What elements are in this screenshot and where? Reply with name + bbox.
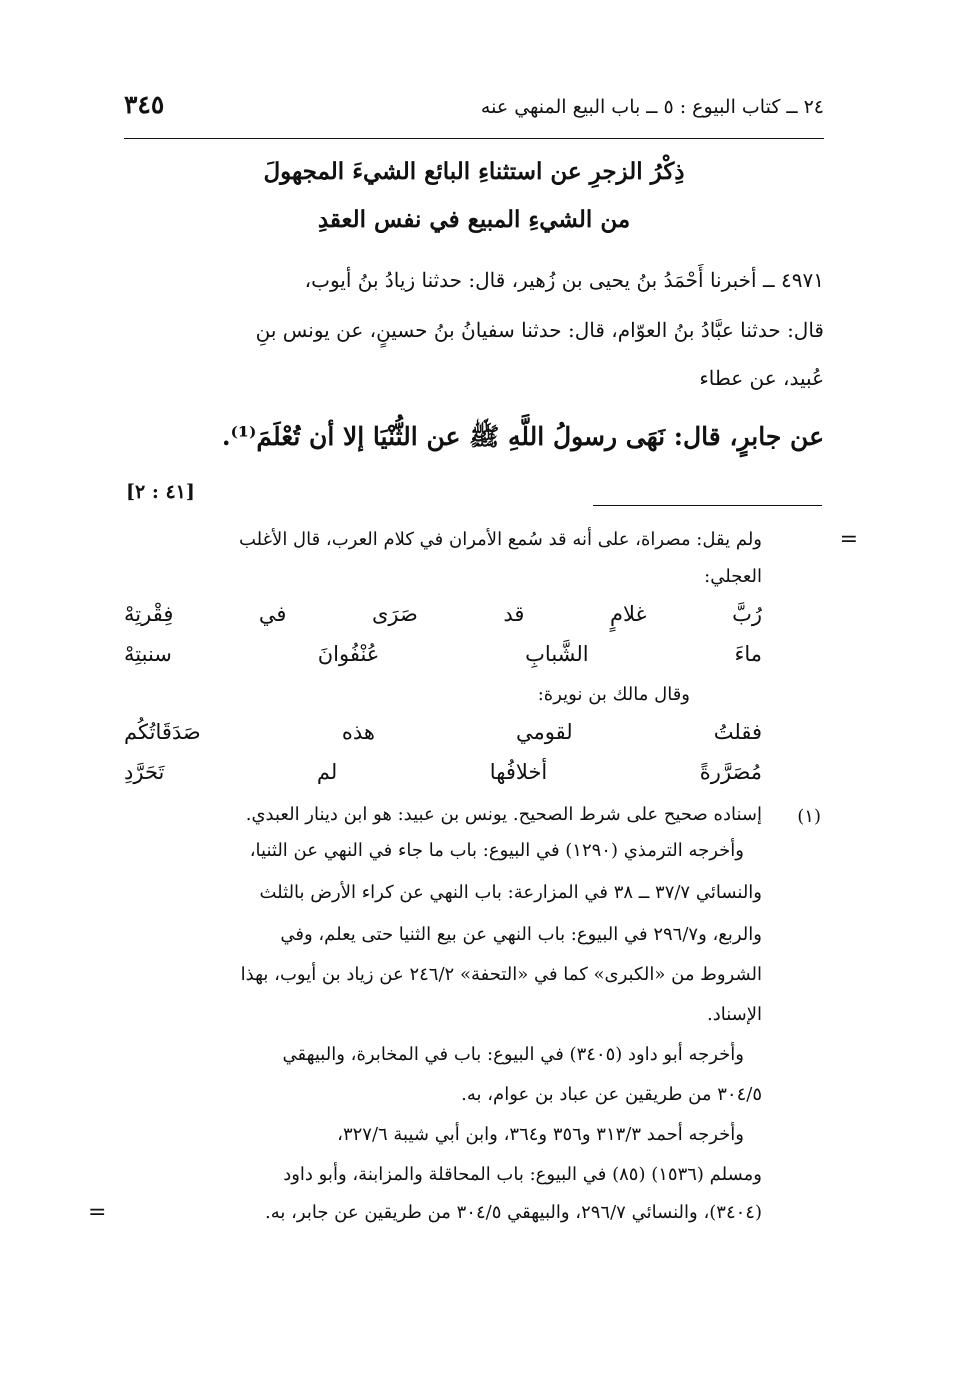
malik-intro: وقال مالك بن نويرة:: [537, 684, 690, 705]
footnote-line-11: (٣٤٠٤)، والنسائي ٢٩٦/٧، والبيهقي ٣٠٤/٥ من طريقين عن جابر، به.: [264, 1202, 762, 1223]
footnote-line-10: ومسلم (١٥٣٦) (٨٥) في البيوع: باب المحاقلة والمزابنة، وأبو داود: [283, 1164, 762, 1185]
verse-word: صَدَقَاتُكُم: [124, 720, 201, 744]
footnote-line-2: وأخرجه الترمذي (١٢٩٠) في البيوع: باب ما جاء في النهي عن الثنيا،: [249, 840, 744, 861]
verse-word: تَحَرَّدِ: [124, 760, 165, 784]
prev-footnote-line-1: ولم يقل: مصراة، على أنه قد سُمع الأمران في كلام العرب، قال الأغلب: [239, 529, 762, 550]
footnote-line-7: وأخرجه أبو داود (٣٤٠٥) في البيوع: باب في المخابرة، والبيهقي: [282, 1044, 744, 1065]
chapter-heading-line-2: من الشيءِ المبيع في نفس العقدِ: [317, 206, 631, 233]
footnote-line-4: والربع، و٢٩٦/٧ في البيوع: باب النهي عن بيع الثنيا حتى يعلم، وفي: [280, 924, 762, 945]
footnote-line-8: ٣٠٤/٥ من طريقين عن عباد بن عوام، به.: [461, 1084, 762, 1105]
verse-word: ماءَ: [734, 642, 762, 666]
header-rule: [124, 138, 824, 139]
prev-footnote-line-2: العجلي:: [704, 566, 762, 587]
verse-1-hemistich-2: [124, 644, 762, 665]
footnote-line-9: وأخرجه أحمد ٣١٣/٣ و٣٥٦ و٣٦٤، وابن أبي شيبة ٣٢٧/٦،: [337, 1124, 744, 1145]
footnote-line-5: الشروط من «الكبرى» كما في «التحفة» ٢٤٦/٢ عن زياد بن أيوب، بهذا: [240, 964, 762, 985]
footnote-number: (١): [797, 806, 821, 827]
hadith-reference: [٤١ : ٢]: [126, 481, 195, 503]
continuation-marker-bottom: =: [88, 1200, 107, 1225]
verse-word: قد: [503, 602, 525, 626]
footnote-line-1: إسناده صحيح على شرط الصحيح. يونس بن عبيد: هو ابن دينار العبدي.: [245, 804, 762, 825]
verse-word: هذه: [341, 720, 375, 744]
footnote-separator: [593, 505, 822, 506]
isnad-line-2: قال: حدثنا عبَّادُ بنُ العوّام، قال: حدثنا سفيانُ بنُ حسينٍ، عن يونس بنِ: [255, 318, 824, 342]
verse-word: لقومي: [516, 720, 573, 744]
chapter-heading-line-1: ذِكْرُ الزجرِ عن استثناءِ البائع الشيءَ المجهولَ: [263, 158, 685, 185]
verse-2-hemistich-2: [124, 762, 762, 783]
verse-word: مُصَرَّرةً: [699, 760, 762, 784]
running-title: ٢٤ ــ كتاب البيوع : ٥ ــ باب البيع المنهي عنه: [480, 96, 824, 118]
isnad-line-1: ٤٩٧١ ــ أخبرنا أَحْمَدُ بنُ يحيى بن زُهير، قال: حدثنا زيادُ بنُ أيوب،: [304, 268, 824, 292]
page-number: ٣٤٥: [124, 90, 165, 119]
verse-word: فِقْرتِهْ: [124, 602, 174, 626]
verse-word: صَرَى: [372, 602, 418, 626]
verse-word: في: [258, 602, 287, 626]
verse-word: رُبَّ: [732, 602, 762, 626]
verse-word: فقلتُ: [713, 720, 762, 744]
verse-word: غلامٍ: [610, 602, 647, 626]
continuation-marker-top: =: [839, 527, 858, 552]
verse-1-hemistich-1: [124, 604, 762, 625]
verse-word: عُنْفُوانَ: [317, 642, 380, 666]
verse-word: أخلافُها: [489, 760, 548, 784]
verse-word: لم: [316, 760, 338, 784]
hadith-matn: عن جابرٍ، قال: نَهَى رسولُ اللَّهِ ﷺ عن الثُّنْيَا إلا أن تُعْلَمَ⁽¹⁾.: [221, 422, 824, 451]
isnad-line-3: عُبيد، عن عطاء: [699, 366, 824, 390]
verse-word: سنبتِهْ: [124, 642, 172, 666]
verse-2-hemistich-1: [124, 722, 762, 743]
verse-word: الشَّبابِ: [525, 642, 589, 666]
footnote-line-3: والنسائي ٣٧/٧ ــ ٣٨ في المزارعة: باب النهي عن كراء الأرض بالثلث: [259, 882, 762, 903]
footnote-line-6: الإسناد.: [706, 1004, 762, 1025]
